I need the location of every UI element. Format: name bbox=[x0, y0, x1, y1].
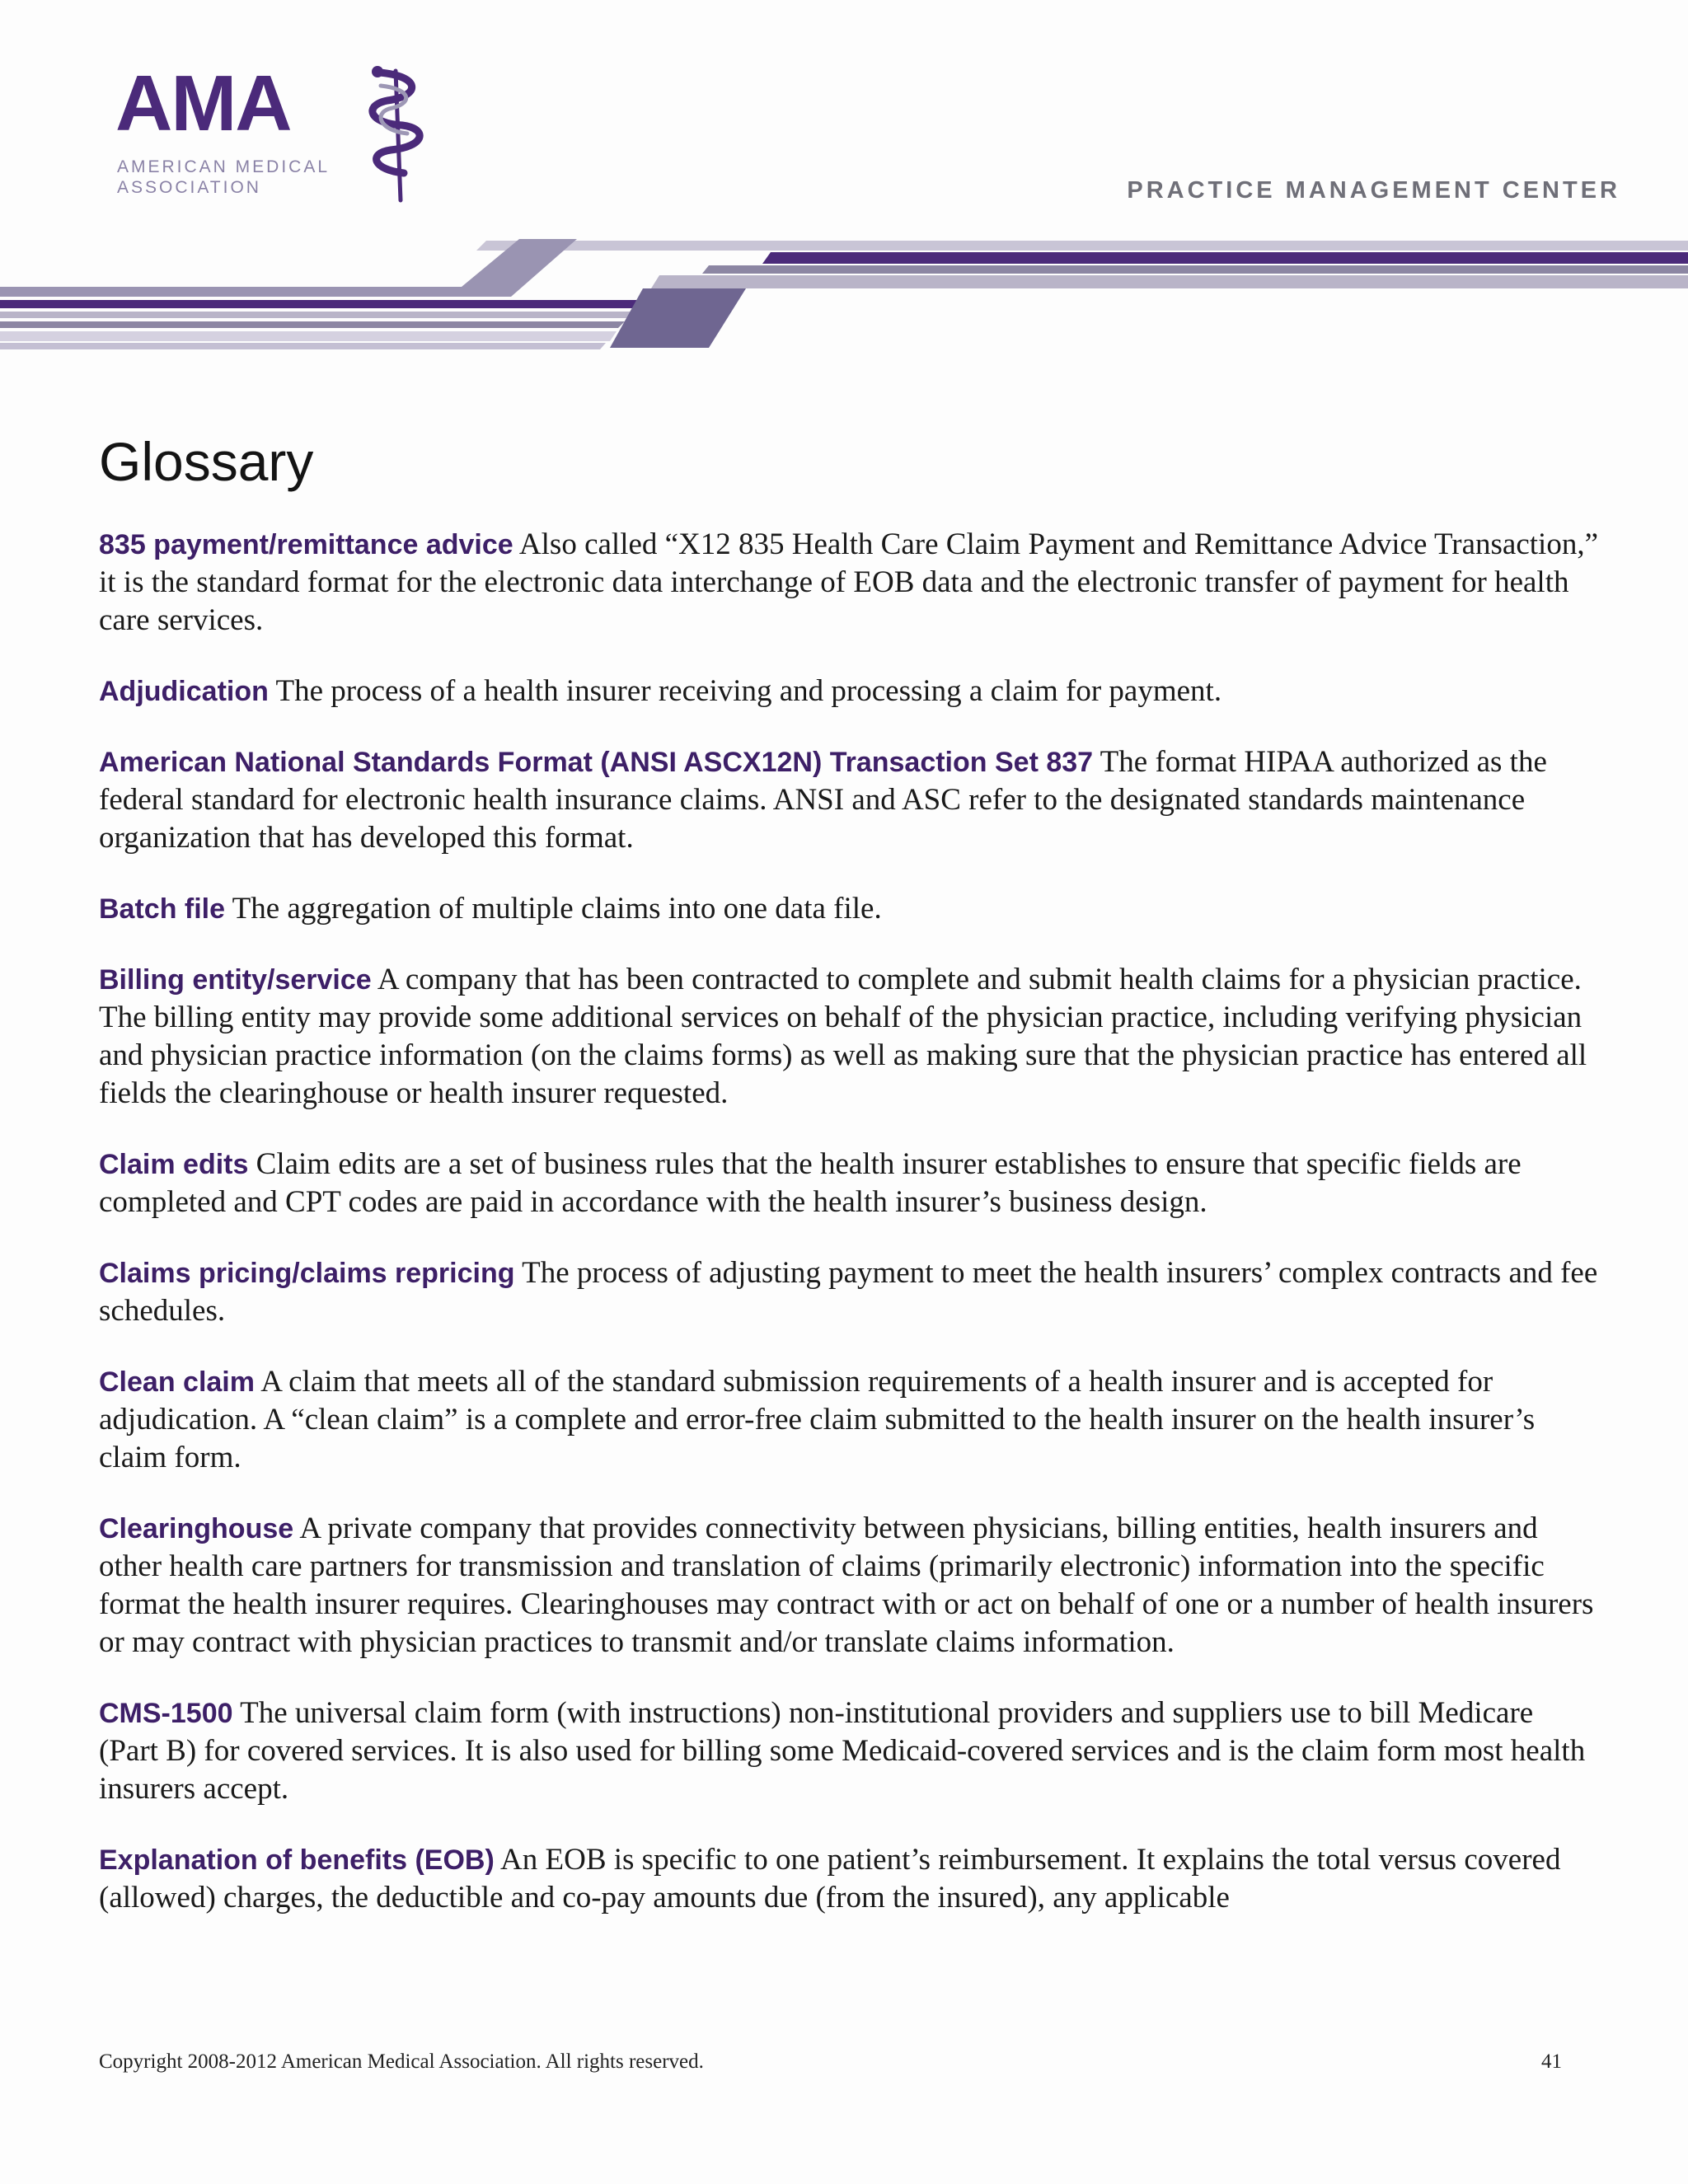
glossary-term: Clean claim bbox=[99, 1366, 255, 1398]
glossary-term: Billing entity/service bbox=[99, 964, 372, 996]
glossary-entry bbox=[99, 961, 1599, 1113]
glossary-entry bbox=[99, 1254, 1599, 1330]
glossary-definition: An EOB is specific to one patient’s reimbursement. It explains the total versus covered (allowed) charges, the deductible and co-pay amounts due (from the insured), any applicable bbox=[99, 1843, 1561, 1915]
page-number: 41 bbox=[1541, 2050, 1562, 2073]
logo-subtitle-line1: AMERICAN MEDICAL bbox=[117, 157, 331, 176]
glossary-entry bbox=[99, 890, 1599, 928]
glossary-definition: The aggregation of multiple claims into one data file. bbox=[232, 892, 882, 926]
logo-subtitle-line2: ASSOCIATION bbox=[117, 178, 261, 197]
glossary-list bbox=[99, 526, 1599, 1950]
glossary-definition: A claim that meets all of the standard submission requirements of a health insurer and is accepted for adjudication. A “clean claim” is a complete and error-free claim submitted to the health insurer on the health insurer’s claim form. bbox=[99, 1365, 1536, 1474]
glossary-entry bbox=[99, 743, 1599, 857]
glossary-entry bbox=[99, 1363, 1599, 1477]
page-title: Glossary bbox=[99, 431, 314, 492]
glossary-entry bbox=[99, 673, 1599, 710]
glossary-term: CMS-1500 bbox=[99, 1698, 233, 1729]
logo-wordmark: AMA bbox=[115, 59, 291, 148]
glossary-definition: A private company that provides connectivity between physicians, billing entities, health insurers and other health care partners for transmission and translation of claims (primarily electronic) information into the specific format the health insurer requires. Clearinghouses may contract with or act on behalf of one or a number of health insurers or may contract with physician practices to transmit and/or translate claims information. bbox=[99, 1511, 1594, 1659]
glossary-term: Claims pricing/claims repricing bbox=[99, 1258, 515, 1289]
glossary-entry bbox=[99, 1146, 1599, 1221]
page-footer bbox=[99, 2050, 1562, 2074]
copyright-notice: Copyright 2008-2012 American Medical Association. All rights reserved. bbox=[99, 2050, 704, 2073]
glossary-term: Batch file bbox=[99, 893, 226, 925]
glossary-term: Adjudication bbox=[99, 676, 269, 707]
staff-of-asclepius-icon bbox=[363, 64, 429, 204]
glossary-entry bbox=[99, 526, 1599, 640]
glossary-definition: The format HIPAA authorized as the federal standard for electronic health insurance claims. ANSI and ASC refer to the designated standards maintenance organization that has developed this format. bbox=[99, 745, 1547, 855]
glossary-definition: The universal claim form (with instructions) non-institutional providers and suppliers use to bill Medicare (Part B) for covered services. It is also used for billing some Medicaid-covered services and is the claim form most health insurers accept. bbox=[99, 1696, 1586, 1806]
glossary-definition: Also called “X12 835 Health Care Claim Payment and Remittance Advice Transaction,” it is the standard format for the electronic data interchange of EOB data and the electronic transfer of payment for health care services. bbox=[99, 527, 1598, 637]
glossary-term: American National Standards Format (ANSI ASCX12N) Transaction Set 837 bbox=[99, 747, 1094, 778]
glossary-entry bbox=[99, 1841, 1599, 1917]
glossary-definition: A company that has been contracted to complete and submit health claims for a physician practice. The billing entity may provide some additional services on behalf of the physician practice, including verifying physician and physician practice information (on the claims forms) as well as making sure that the physician practice has entered all fields the clearinghouse or health insurer requested. bbox=[99, 963, 1587, 1110]
glossary-term: Claim edits bbox=[99, 1149, 249, 1180]
glossary-term: Explanation of benefits (EOB) bbox=[99, 1844, 495, 1876]
glossary-definition: The process of a health insurer receiving and processing a claim for payment. bbox=[275, 674, 1222, 708]
header-stripes bbox=[0, 239, 1688, 363]
logo-subtitle bbox=[117, 157, 364, 198]
glossary-term: Clearinghouse bbox=[99, 1513, 294, 1544]
glossary-definition: The process of adjusting payment to meet the health insurers’ complex contracts and fee schedules. bbox=[99, 1256, 1598, 1328]
practice-management-center-label: PRACTICE MANAGEMENT CENTER bbox=[1127, 177, 1620, 204]
glossary-term: 835 payment/remittance advice bbox=[99, 529, 513, 560]
glossary-definition: Claim edits are a set of business rules that the health insurer establishes to ensure that specific fields are completed and CPT codes are paid in accordance with the health insurer’s business design. bbox=[99, 1147, 1522, 1219]
page-header bbox=[0, 0, 1688, 363]
glossary-entry bbox=[99, 1510, 1599, 1661]
glossary-entry bbox=[99, 1694, 1599, 1808]
ama-logo bbox=[115, 59, 429, 209]
